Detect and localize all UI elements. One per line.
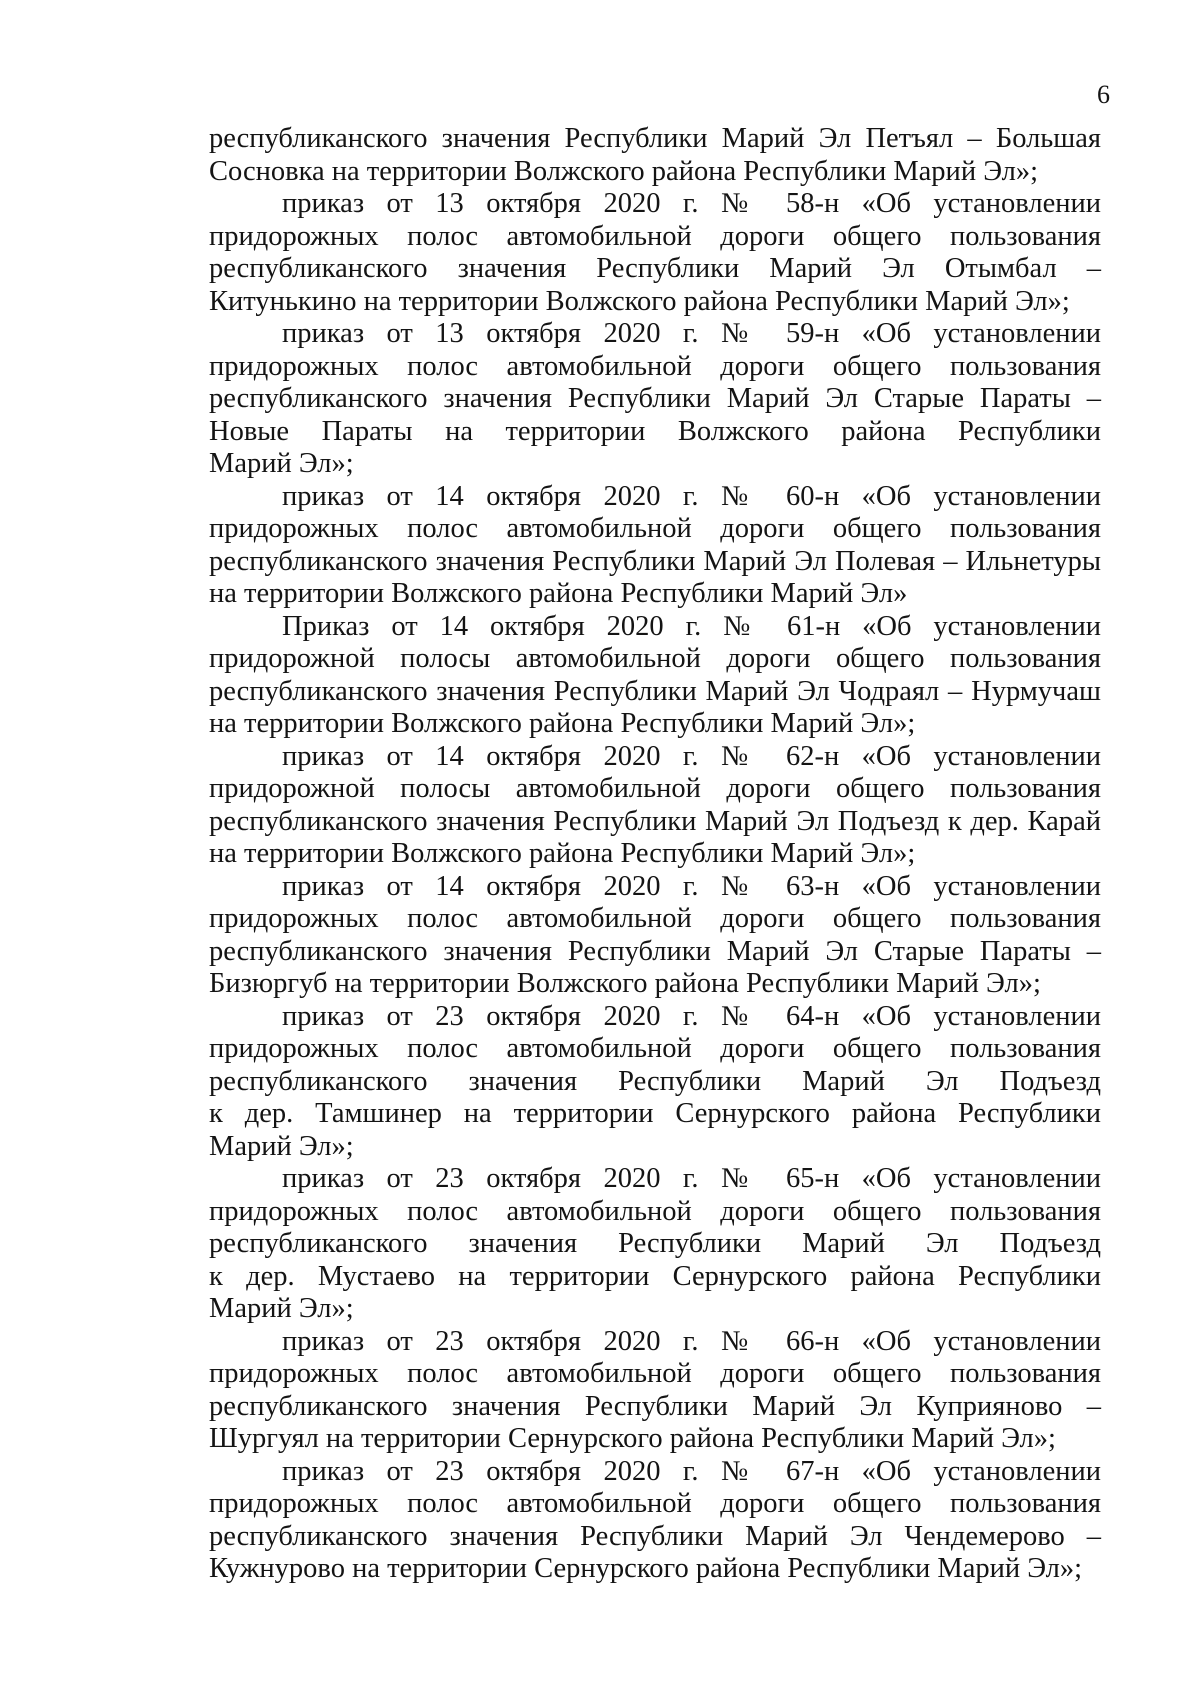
text-line: к дер. Мустаево на территории Сернурского района Республики [209,1260,1101,1292]
paragraph-first-line: приказ от 14 октября 2020 г. № 63-н «Об установлении [282,870,1101,902]
text-line: Шургуял на территории Сернурского района Республики Марий Эл»; [209,1423,1056,1454]
text-line: республиканского значения Республики Марий Эл Петъял – Большая [209,123,1101,154]
text-line: Кужнурово на территории Сернурского района Республики Марий Эл»; [209,1553,1083,1584]
document-body [209,123,1101,1586]
text-line: придорожных полос автомобильной дороги общего пользования [209,513,1101,544]
text-line: республиканского значения Республики Марий Эл Подъезд [209,1065,1101,1097]
text-line: республиканского значения Республики Марий Эл Отымбал – [209,253,1101,284]
paragraph-first-line: приказ от 13 октября 2020 г. № 58-н «Об установлении [282,188,1101,219]
text-line: республиканского значения Республики Марий Эл Полевая – Ильнетуры [209,545,1101,577]
text-line: придорожных полос автомобильной дороги общего пользования [209,1488,1101,1519]
text-line: республиканского значения Республики Марий Эл Чодраял – Нурмучаш [209,675,1101,707]
text-line: республиканского значения Республики Марий Эл Чендемерово – [209,1520,1101,1552]
text-line: придорожных полос автомобильной дороги общего пользования [209,1033,1101,1064]
text-line: придорожных полос автомобильной дороги общего пользования [209,350,1101,382]
text-line: республиканского значения Республики Марий Эл Куприяново – [209,1390,1101,1422]
text-line: придорожных полос автомобильной дороги общего пользования [209,1195,1101,1227]
paragraph-first-line: приказ от 14 октября 2020 г. № 62-н «Об установлении [282,740,1101,772]
text-line: республиканского значения Республики Марий Эл Подъезд [209,1228,1101,1259]
paragraph-first-line: приказ от 23 октября 2020 г. № 64-н «Об установлении [282,1000,1101,1032]
text-line: на территории Волжского района Республики Марий Эл»; [209,708,916,739]
paragraph-first-line: Приказ от 14 октября 2020 г. № 61-н «Об установлении [282,610,1101,642]
text-line: придорожных полос автомобильной дороги общего пользования [209,220,1101,252]
text-line: Марий Эл»; [209,448,354,479]
text-line: Сосновка на территории Волжского района Республики Марий Эл»; [209,155,1039,187]
text-line: Бизюргуб на территории Волжского района Республики Марий Эл»; [209,968,1041,999]
text-line: республиканского значения Республики Марий Эл Старые Параты – [209,935,1101,967]
text-line: придорожных полос автомобильной дороги общего пользования [209,903,1101,934]
text-line: на территории Волжского района Республики Марий Эл» [209,578,908,609]
paragraph-first-line: приказ от 14 октября 2020 г. № 60-н «Об установлении [282,480,1101,512]
paragraph-first-line: приказ от 23 октября 2020 г. № 65-н «Об установлении [282,1163,1101,1194]
text-line: придорожной полосы автомобильной дороги общего пользования [209,773,1101,804]
text-line: Марий Эл»; [209,1130,354,1162]
text-line: на территории Волжского района Республики Марий Эл»; [209,838,916,869]
page-number: 6 [1097,80,1110,109]
text-line: Китунькино на территории Волжского района Республики Марий Эл»; [209,285,1070,317]
paragraph-first-line: приказ от 23 октября 2020 г. № 66-н «Об установлении [282,1325,1101,1357]
text-line: придорожных полос автомобильной дороги общего пользования [209,1358,1101,1389]
text-line: придорожной полосы автомобильной дороги общего пользования [209,643,1101,674]
text-line: республиканского значения Республики Марий Эл Подъезд к дер. Карай [209,805,1101,837]
text-line: Новые Параты на территории Волжского района Республики [209,415,1101,447]
text-line: к дер. Тамшинер на территории Сернурского района Республики [209,1098,1101,1129]
paragraph-first-line: приказ от 13 октября 2020 г. № 59-н «Об установлении [282,318,1101,349]
text-line: республиканского значения Республики Марий Эл Старые Параты – [209,383,1101,414]
text-line: Марий Эл»; [209,1293,354,1324]
paragraph-first-line: приказ от 23 октября 2020 г. № 67-н «Об установлении [282,1455,1101,1487]
